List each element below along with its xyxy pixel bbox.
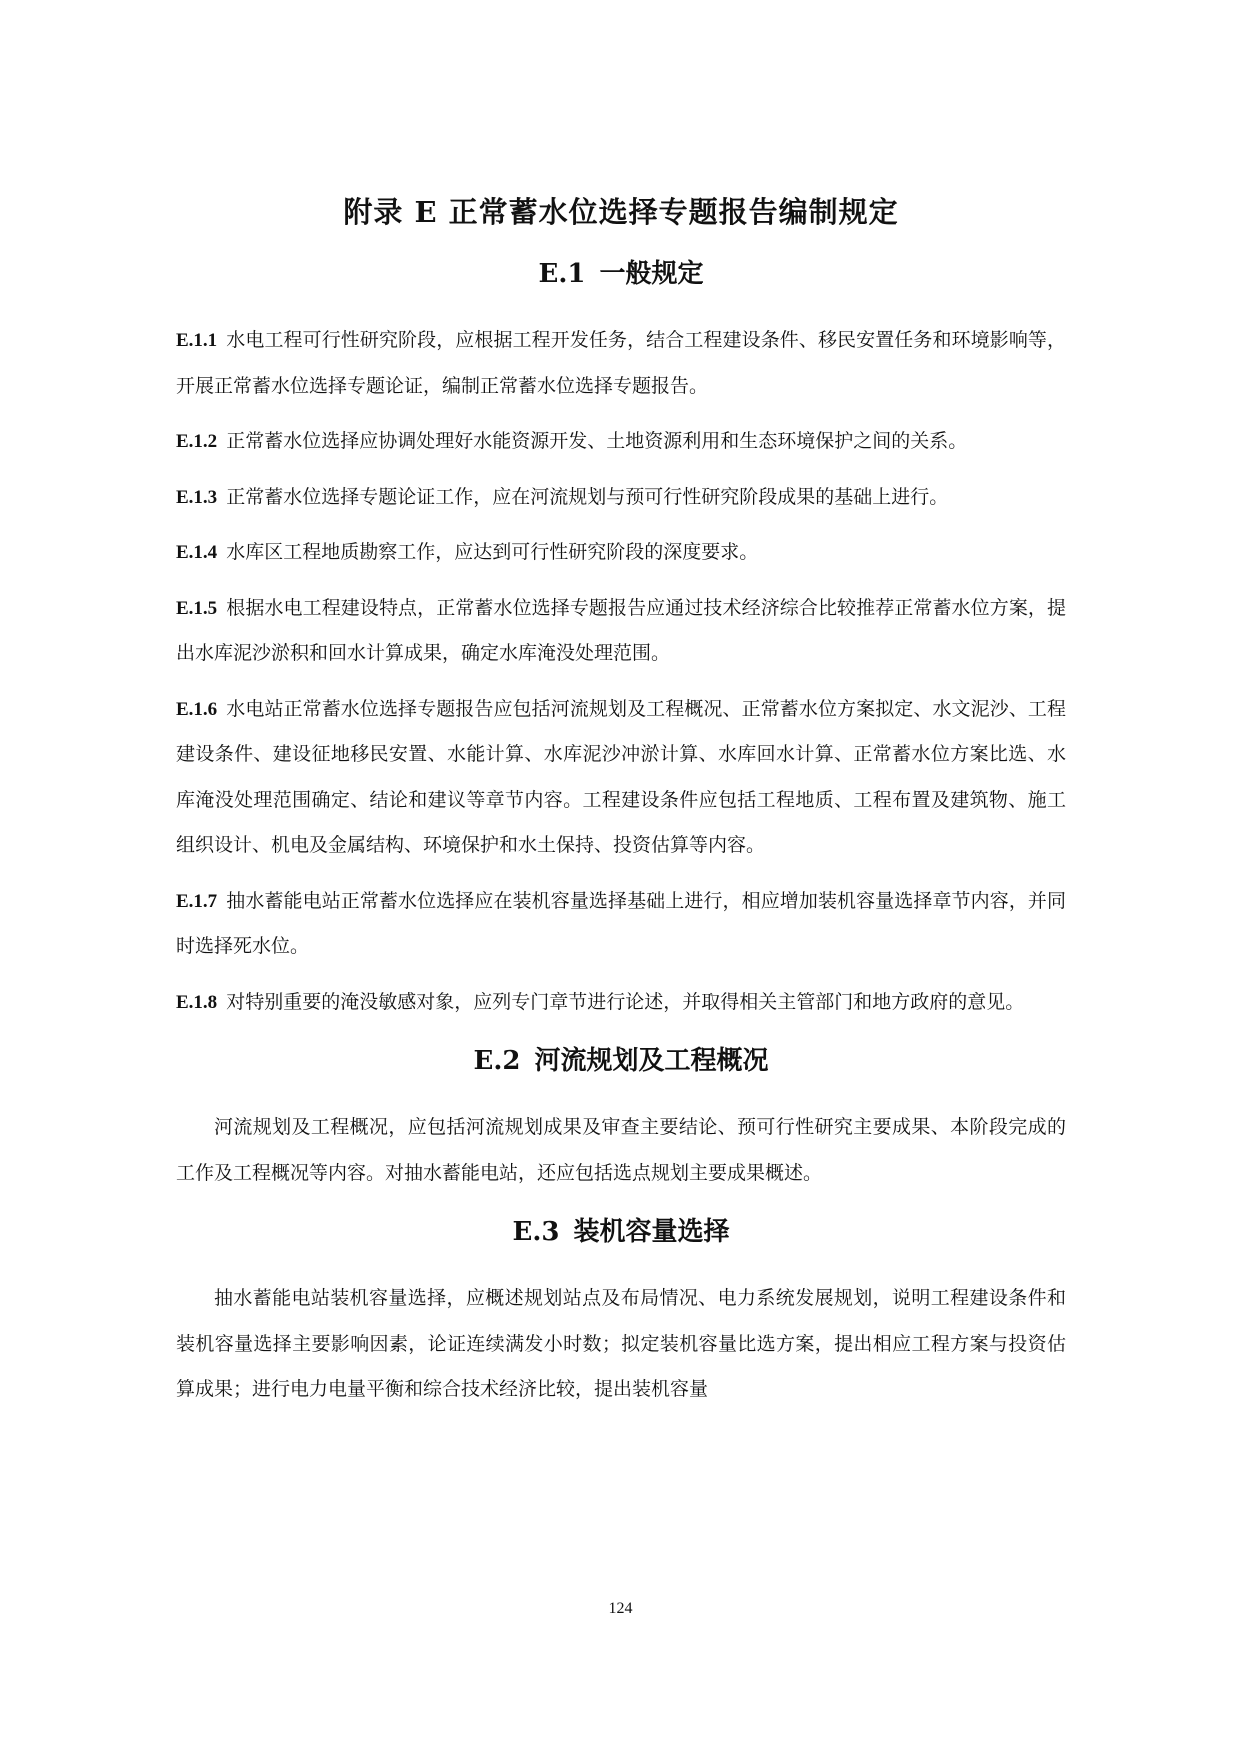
clause-text: 正常蓄水位选择专题论证工作，应在河流规划与预可行性研究阶段成果的基础上进行。 [226, 485, 949, 508]
clause-number: E.1.3 [176, 486, 218, 508]
section-paragraph: 抽水蓄能电站装机容量选择，应概述规划站点及布局情况、电力系统发展规划，说明工程建设条件和装机容量选择主要影响因素，论证连续满发小时数；拟定装机容量比选方案，提出相应工程方案与投资估算成果；进行电力电量平衡和综合技术经济比较，提出装机容量 [176, 1287, 1066, 1400]
clause-text: 根据水电工程建设特点，正常蓄水位选择专题报告应通过技术经济综合比较推荐正常蓄水位方案，提出水库泥沙淤积和回水计算成果，确定水库淹没处理范围。 [176, 596, 1066, 664]
section-e3-body [176, 1276, 1066, 1413]
section-number: E.2 [473, 1046, 521, 1076]
clause-e1-1 [176, 318, 1066, 409]
clause-text: 水电站正常蓄水位选择专题报告应包括河流规划及工程概况、正常蓄水位方案拟定、水文泥沙、工程建设条件、建设征地移民安置、水能计算、水库泥沙冲淤计算、水库回水计算、正常蓄水位方案比选、水库淹没处理范围确定、结论和建议等章节内容。工程建设条件应包括工程地质、工程布置及建筑物、施工组织设计、机电及金属结构、环境保护和水土保持、投资估算等内容。 [176, 697, 1066, 856]
clause-text: 水电工程可行性研究阶段，应根据工程开发任务，结合工程建设条件、移民安置任务和环境影响等，开展正常蓄水位选择专题论证，编制正常蓄水位选择专题报告。 [176, 329, 1066, 397]
clause-text: 抽水蓄能电站正常蓄水位选择应在装机容量选择基础上进行，相应增加装机容量选择章节内容，并同时选择死水位。 [176, 889, 1066, 957]
clause-e1-3 [176, 475, 1066, 521]
clause-e1-2 [176, 419, 1066, 465]
clause-number: E.1.6 [176, 698, 218, 720]
clause-text: 对特别重要的淹没敏感对象，应列专门章节进行论述，并取得相关主管部门和地方政府的意见。 [226, 990, 1025, 1013]
clause-e1-4 [176, 530, 1066, 576]
clause-number: E.1.8 [176, 991, 218, 1013]
clause-e1-6 [176, 687, 1066, 869]
clause-e1-8 [176, 980, 1066, 1026]
section-heading-e3 [176, 1212, 1066, 1252]
section-heading-e1 [176, 254, 1066, 294]
clause-number: E.1.2 [176, 431, 218, 452]
section-number: E.1 [538, 259, 586, 289]
clause-number: E.1.1 [176, 330, 218, 351]
clause-number: E.1.4 [176, 542, 218, 563]
clause-text: 正常蓄水位选择应协调处理好水能资源开发、土地资源利用和生态环境保护之间的关系。 [226, 430, 968, 452]
appendix-title: 附录 E 正常蓄水位选择专题报告编制规定 [343, 195, 899, 229]
clause-e1-7 [176, 879, 1066, 970]
section-title: 一般规定 [599, 259, 704, 289]
section-paragraph: 河流规划及工程概况，应包括河流规划成果及审查主要结论、预可行性研究主要成果、本阶段完成的工作及工程概况等内容。对抽水蓄能电站，还应包括选点规划主要成果概述。 [176, 1116, 1066, 1184]
section-title: 装机容量选择 [573, 1217, 730, 1247]
section-e2-body [176, 1105, 1066, 1196]
clause-text: 水库区工程地质勘察工作，应达到可行性研究阶段的深度要求。 [226, 541, 759, 563]
section-heading-e2 [176, 1041, 1066, 1081]
section-number: E.3 [512, 1217, 560, 1247]
section-title: 河流规划及工程概况 [534, 1046, 769, 1076]
clause-number: E.1.7 [176, 890, 218, 912]
clause-number: E.1.5 [176, 597, 218, 619]
clause-list [176, 318, 1066, 1025]
page-content [176, 190, 1066, 1429]
page-number: 124 [608, 1600, 633, 1617]
clause-e1-5 [176, 586, 1066, 677]
